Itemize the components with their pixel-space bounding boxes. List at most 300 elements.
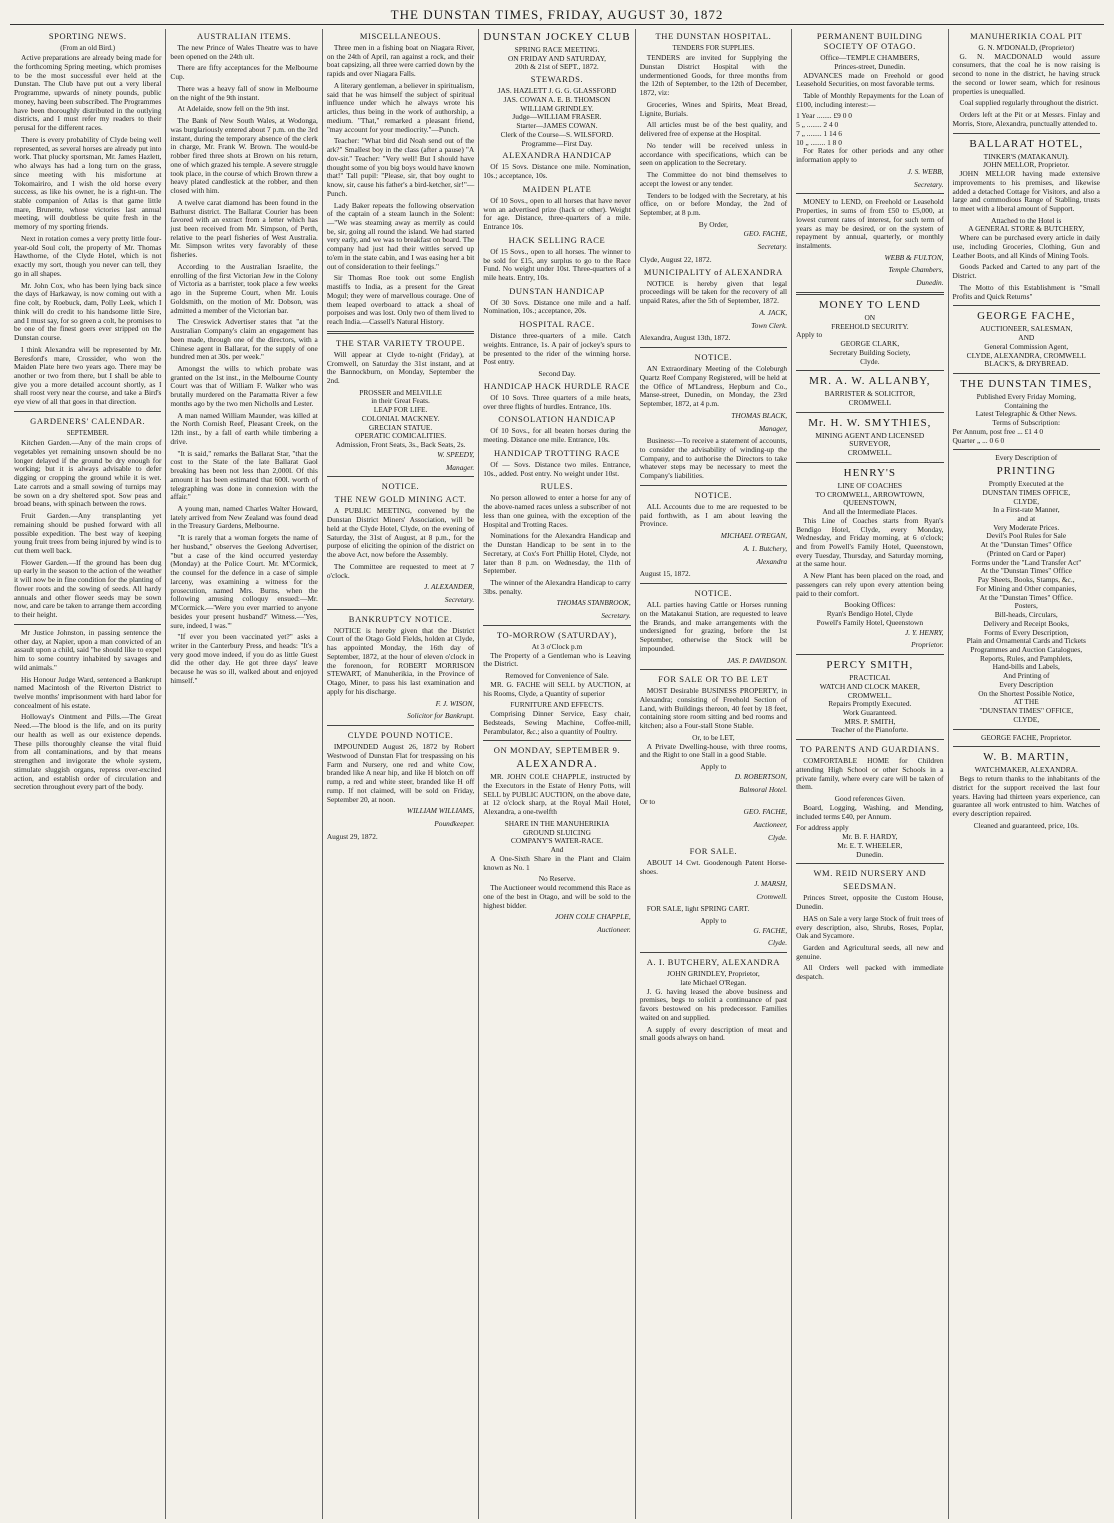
repayment-row: 5 „ ........ 2 4 0 <box>796 120 839 130</box>
gardeners-para: Kitchen Garden.—Any of the main crops of vegetables yet remaining unsown should be no longer delayed if the ground be dry enough for working; but it is always advisable to defer digging or cropping the ground while it is wet. Late carrots and a small sowing of turnips may be sown on a dry sheltered spot. Sow peas and broad beans, with spinach between the rows. <box>14 438 162 509</box>
posters-line: Every Description <box>999 679 1054 689</box>
posters-line: Reports, Rules, and Pamphlets, <box>980 653 1073 663</box>
column-coal <box>949 29 1104 1519</box>
money-signature-title: Temple Chambers, <box>888 265 944 275</box>
misc-heading: MISCELLANEOUS. <box>359 31 442 41</box>
australian-para: A man named William Maunder, was killed at the North Cornish Reef, Pleasant Creek, on the 12th inst., by a fall of earth while timbering a drive. <box>170 410 318 446</box>
fache-signature: GEO. FACHE, <box>743 807 788 817</box>
divider <box>796 193 943 194</box>
jockey-sub: ON FRIDAY AND SATURDAY, <box>507 53 606 63</box>
notice-signature-title: Manager, <box>758 423 788 433</box>
printing-line: and at <box>1017 514 1036 523</box>
misc-para: Sir Thomas Roe took out some English mastiffs to India, as a present for the Great Mogul; they were of marvellous courage. One of them leaped overboard to attack a shoal of porpoises and was lost. Only two of them lived to reach India.—Cassell's Natural History. <box>326 273 475 327</box>
divider <box>14 624 161 625</box>
times-line: Containing the <box>1004 400 1049 410</box>
proprietor-line: GEORGE FACHE, Proprietor. <box>980 732 1072 742</box>
rules-para: Nominations for the Alexandra Handicap and the Dunstan Handicap to be sent in to the Secretary, at Cox's Fort Phillip Hotel, Clyde, not later than 8 p.m. on Wednesday, the 11th of September. <box>483 531 631 576</box>
divider <box>640 952 787 953</box>
misc-para: Lady Baker repeats the following observation of the captain of a steam launch in the Solent:—"We was steaming away as merrily as could be, sir, going all round the island. We had started very early, and we was to breakfast on board. The company had just had their wittles served up to'em in the state cabin, and I was easing her a bit out of consideration to their feelings." <box>326 200 475 271</box>
martin-line: WATCHMAKER, ALEXANDRA. <box>974 765 1078 775</box>
building-para: For Rates for other periods and any other information apply to <box>796 146 944 165</box>
muni-signature-title: Town Clerk. <box>751 320 788 330</box>
clerk-line: Clerk of the Course—S. WILSFORD. <box>500 129 614 139</box>
parents-para: Board, Logging, Washing, and Mending, included terms £40, per Annum. <box>796 802 944 821</box>
rules-line: At the "Dunstan Times" Office <box>980 540 1072 550</box>
booking-heading: Booking Offices: <box>844 600 896 610</box>
race-title: DUNSTAN HANDICAP <box>509 285 605 296</box>
office-line: CLYDE, <box>1013 714 1040 724</box>
posters-line: On the Shortest Possible Notice, <box>978 688 1075 698</box>
notice-date: August 15, 1872. <box>639 569 691 579</box>
divider <box>796 462 943 463</box>
printing-line: In a First-rate Manner, <box>992 505 1060 515</box>
paysheets-line: For Mining and Other companies, <box>976 583 1077 593</box>
goldmining-para: The Committee are requested to meet at 7 o'clock. <box>326 561 475 580</box>
australian-para: The new Prince of Wales Theatre was to have been opened on the 24th ult. <box>170 43 318 61</box>
posters-line: Programmes and Auction Catalogues, <box>970 645 1083 655</box>
posters-line: Delivery and Receipt Books, <box>983 618 1069 628</box>
jockey-dates: 20th & 21st of SEPT., 1872. <box>515 62 599 72</box>
stewards-line: WILLIAM GRINDLEY. <box>520 103 594 113</box>
henry-para: A New Plant has been placed on the road, and passengers can rely upon every attention being paid to their comfort. <box>796 571 944 598</box>
fache-line: BLACK'S, & DRYBREAD. <box>984 359 1069 369</box>
posters-line: Posters, <box>1014 601 1038 611</box>
cart-para: FOR SALE, light SPRING CART. <box>646 904 750 914</box>
misc-para: Three men in a fishing boat on Niagara River, on the 24th of April, ran against a rock, and their boat capsizing, all three were carried down by the rapids and over Niagara Falls. <box>326 43 475 79</box>
building-para: ADVANCES made on Freehold or good Leasehold Securities, on most favorable terms. <box>796 70 944 89</box>
mellor-para: JOHN MELLOR having made extensive improvements to his premises, and likewise added a detached Cottage for Visitors, and also a large and commodious Range of Stabling, trusts to meet with a liberal amount of Support. <box>952 169 1100 213</box>
notice-para: ALL parties having Cattle or Horses running on the Matakanui Station, are requested to leave the Brands, and make arrangements with the undersigned for grazing, before the 1st September, otherwise the Stock will be impounded. <box>639 600 788 653</box>
times-annum: Per Annum, post free ... £1 4 0 <box>952 426 1044 436</box>
money-signature-place: Dunedin. <box>916 278 944 288</box>
divider <box>327 725 474 726</box>
henry-line: LINE OF COACHES <box>837 480 903 490</box>
printing-line: Very Moderate Prices. <box>993 522 1060 532</box>
pound-signature-title: Poundkeeper. <box>434 818 475 828</box>
nursery-heading: SEEDSMAN. <box>843 881 897 892</box>
robertson-place: Balmoral Hotel. <box>739 784 788 794</box>
times-heading: THE DUNSTAN TIMES, <box>960 377 1093 390</box>
butchery-para: J. G. having leased the above business and premises, begs to solicit a continuance of past favors bestowed on his predecessor. Families waited on and supplied. <box>639 986 788 1022</box>
hospital-para: Tenders to be lodged with the Secretary, at his office, on or before Monday, the 2nd of September, at 8 p.m. <box>639 190 788 218</box>
smythies-title: MINING AGENT AND LICENSED <box>815 430 925 440</box>
notice-heading: NOTICE. <box>381 481 420 492</box>
hospital-para: No tender will be received unless in accordance with specifications, which can be seen on application to the Secretary. <box>639 140 788 168</box>
sale-para: MOST Desirable BUSINESS PROPERTY, in Alexandra; consisting of Freehold Section of Land, with Buildings thereon, 40 feet by 18 feet, containing store room sitting and bed rooms and kitchen; also a Four-stall Stone Stable. <box>639 686 788 731</box>
ballarat-heading: BALLARAT HOTEL, <box>969 137 1084 150</box>
bankruptcy-signature: F. J. WISON, <box>435 698 475 708</box>
share-signature-title: Auctioneer. <box>597 925 631 934</box>
race-title: HOSPITAL RACE. <box>519 319 595 330</box>
australian-para: There are fifty acceptances for the Melbourne Cup. <box>170 63 318 82</box>
ballarat-sub: TINKER'S (MATAKANUI). <box>983 151 1069 161</box>
australian-para: The Bank of New South Wales, at Wodonga, was burglariously entered about 7 p.m. on the 3rd instant, during the temporary absence of the clerk in charge, Mr. Frank W. Brown. The would-be robber fired three shots at Brown on his return, one of which grazed his temple. A severe struggle took place, in the course of which Brown threw a heavy plated candlestick at the robber, and then closed with him. <box>170 116 318 196</box>
judge-para: Mr Justice Johnston, in passing sentence the other day, at Napier, upon a man convicted of an assault upon a child, said "he should like to expel him to some country inhabited by savages and wild animals." <box>14 627 162 672</box>
smith-line: Work Guaranteed. <box>842 708 897 717</box>
printing-line: DUNSTAN TIMES OFFICE, <box>982 487 1071 497</box>
notice-signature: JAS. P. DAVIDSON. <box>727 655 788 665</box>
nursery-para: Garden and Agricultural seeds, all new and genuine. <box>796 943 944 961</box>
fache-place: Clyde. <box>768 832 788 842</box>
notice-signature-title: A. 1. Butchery, <box>743 543 788 553</box>
smith-line: MRS. P. SMITH, <box>844 716 896 726</box>
share-para: The Auctioneer would recommend this Race as one of the best in Otago, and will be sold to the highest bidder. <box>483 883 631 910</box>
rules-line: Devil's Pool Rules for Sale <box>986 531 1067 541</box>
goldmining-para: A PUBLIC MEETING, convened by the Dunstan District Miners' Association, will be held at the Clyde Hotel, Clyde, on the evening of Saturday, the 31st of August, at 8 p.m., for the purpose of eliciting the opinion of the district on the above Act, now before the Assembly. <box>326 506 475 560</box>
starter-line: Starter—JAMES COWAN. <box>516 121 598 131</box>
race-text: Of 15 Sovs. Distance one mile. Nomination, 10s.; acceptance, 10s. <box>483 162 631 181</box>
share-signature: JOHN COLE CHAPPLE, <box>554 912 631 922</box>
column-australian <box>166 29 322 1519</box>
parents-signature-place: Dunedin. <box>856 849 884 859</box>
bankruptcy-heading: BANKRUPTCY NOTICE. <box>348 613 453 624</box>
notice-signature-place: Alexandra <box>756 556 788 566</box>
nursery-heading: WM. REID NURSERY AND <box>813 868 927 879</box>
allanby-place: CROMWELL <box>848 398 891 407</box>
column-sporting <box>10 29 166 1519</box>
race-text: Of 30 Sovs. Distance one mile and a half. Nomination, 10s.; acceptance, 20s. <box>483 297 631 316</box>
star-item: LEAP FOR LIFE. <box>373 405 428 415</box>
smith-line: CROMWELL. <box>847 690 892 700</box>
nursery-para: Princes Street, opposite the Custom House, Dunedin. <box>796 893 944 912</box>
butchery-heading: A. I. BUTCHERY, ALEXANDRA <box>646 957 781 968</box>
divider <box>327 609 474 610</box>
divider <box>796 654 943 655</box>
fache-line: AND <box>1018 333 1035 343</box>
fache-line: CLYDE, ALEXANDRA, CROMWELL <box>966 350 1086 360</box>
building-table-heading: Table of Monthly Repayments for the Loan of £100, including interest:— <box>796 90 944 109</box>
henry-heading: HENRY'S <box>843 466 897 479</box>
australian-para: According to the Australian Israelite, the enrolling of the first Victorian Jew in the Colony of Victoria as a barrister, took place a few weeks ago in the Supreme Court, when Mr. Louis Goldsmith, on the motion of Mr. Dobson, was admitted a member of the Victorian bar. <box>170 261 318 315</box>
notice-para: ALL Accounts due to me are requested to be paid forthwith, as I am about leaving the Province. <box>639 501 788 529</box>
divider <box>796 739 943 740</box>
butchery-proprietor: JOHN GRINDLEY, Proprietor, <box>667 969 760 979</box>
repayment-row: 1 Year ........ £9 0 0 <box>796 111 852 121</box>
martin-para: Begs to return thanks to the inhabitants of the district for the support received the last four years. Having had thirteen years experience, can guarantee all work entrusted to him. Watches of every description repaired. <box>952 774 1100 818</box>
coal-title: MANUHERIKIA COAL PIT <box>970 31 1083 41</box>
jockey-title: DUNSTAN JOCKEY CLUB <box>483 31 631 43</box>
star-item: COLONIAL MACKNEY. <box>361 413 440 423</box>
times-line: Latest Telegraphic & Other News. <box>975 409 1077 419</box>
australian-para: A young man, named Charles Walter Howard, lately arrived from New Zealand was found dead in the Treasury Gardens, Melbourne. <box>170 504 318 531</box>
divider <box>14 411 161 412</box>
judge-line: Judge—WILLIAM FRASER. <box>512 112 602 122</box>
parents-apply: For address apply <box>796 823 849 833</box>
attached-line: Attached to the Hotel is <box>991 215 1062 225</box>
divider <box>953 373 1100 374</box>
sporting-heading: SPORTING NEWS. <box>48 31 127 41</box>
jockey-sub: SPRING RACE MEETING. <box>514 44 600 54</box>
divider <box>953 449 1100 450</box>
hospital-para: The Committee do not bind themselves to accept the lowest or any tender. <box>639 170 788 188</box>
posters-line: Bill-heads, Circulars, <box>994 610 1058 620</box>
paysheets-line: Pay Sheets, Books, Stamps, &c., <box>977 575 1075 585</box>
race-text: Of 10 Sovs. Three quarters of a mile heats, over three flights of hurdles. Entrance, 10s. <box>483 392 631 411</box>
notice-signature: MICHAEL O'REGAN, <box>720 531 788 541</box>
robertson-signature: D. ROBERTSON, <box>734 771 788 781</box>
store-line: A GENERAL STORE & BUTCHERY, <box>968 224 1085 234</box>
star-item: PROSSER and MELVILLE <box>359 387 442 397</box>
repayment-row: 7 „ ........ 1 14 6 <box>796 128 842 138</box>
fache-heading: GEORGE FACHE, <box>977 310 1076 323</box>
nursery-para: HAS on Sale a very large Stock of fruit trees of every description, also, Shrubs, Roses, Poplar, Oak and Sycamore. <box>796 913 944 941</box>
race-text: Of 15 Sovs., open to all horses. The winner to be sold for £15, any surplus to go to the Race Fund. No weight under 10st. Three-quarters of a mile heats. Entry, 10s. <box>483 246 631 282</box>
muni-heading: MUNICIPALITY of ALEXANDRA <box>643 266 783 277</box>
divider <box>640 347 787 348</box>
butchery-para: A supply of every description of meat and small goods always on hand. <box>639 1024 788 1043</box>
goods-para: Goods Packed and Carted to any part of the District. <box>952 262 1100 281</box>
divider <box>953 729 1100 730</box>
marsh-signature: J. MARSH, <box>754 878 788 888</box>
race-title: ALEXANDRA HANDICAP <box>502 150 612 161</box>
forsale-para: ABOUT 14 Cwt. Goodenough Patent Horse-shoes. <box>639 858 788 877</box>
cart-apply: Apply to <box>700 915 727 925</box>
henry-signature: J. Y. HENRY, <box>904 627 944 637</box>
divider <box>953 746 1100 747</box>
henry-line: And all the Intermediate Places. <box>822 507 918 517</box>
hospital-order: By Order, <box>698 219 729 229</box>
second-day: Second Day. <box>538 369 576 379</box>
gardeners-sub: SEPTEMBER. <box>66 428 109 437</box>
share-heading: COMPANY'S WATER-RACE. <box>510 836 604 846</box>
posters-line: Plain and Ornamental Cards and Tickets <box>966 636 1086 646</box>
divider <box>640 669 787 670</box>
notice-signature: THOMAS BLACK, <box>731 410 788 420</box>
forsale-heading: FOR SALE. <box>689 846 738 857</box>
fache-para: MR. G. FACHE will SELL by AUCTION, at his Rooms, Clyde, a Quantity of superior <box>483 679 631 698</box>
fache-heading: FURNITURE AND EFFECTS. <box>510 700 604 710</box>
lend-signature-place: Clyde. <box>860 356 880 366</box>
misc-para: Teacher: "What bird did Noah send out of the ark?" Smallest boy in the class (after a pause) "A dov-sir." Teacher: "Very well! But I should have thought some of you big boys would have known that!" Tall pupil: "Please, sir, that boy ought to know, sir, cause his father's a bird-ketcher, sir!"—Punch. <box>326 136 475 198</box>
masthead: THE DUNSTAN TIMES, FRIDAY, AUGUST 30, 1872 <box>10 6 1104 25</box>
divider <box>953 305 1100 306</box>
divider <box>796 292 943 295</box>
notice-heading: NOTICE. <box>694 352 733 363</box>
star-signature-title: Manager. <box>446 462 475 472</box>
australian-para: A twelve carat diamond has been found in the Bathurst district. The Ballarat Courier has been favored with an extract from a letter which has just been received from Mr. Simpson, of Perth, relative to the pearl fisheries of West Australia. Mr. Simpson writes very favorably of these fisheries. <box>170 197 318 260</box>
fache-line: General Commission Agent, <box>984 341 1069 351</box>
printing-line: Every Description of <box>995 453 1058 463</box>
store-para: Where can be purchased every article in daily use, including Groceries, Clothing, Gun and Leather Boots, and all Kinds of Mining Tools. <box>952 233 1100 260</box>
rules-para: No person allowed to enter a horse for any of the above-named races unless a subscriber of not less than one guinea, with the exception of the Hospital and Trotting Races. <box>483 493 631 529</box>
column-hospital <box>636 29 792 1519</box>
share-and: And <box>550 845 564 855</box>
muni-date: Alexandra, August 13th, 1872. <box>639 333 731 343</box>
divider <box>483 740 630 741</box>
race-title: CONSOLATION HANDICAP <box>498 414 616 425</box>
lend-signature: GEORGE CLARK, <box>840 339 900 349</box>
fache-para: Comprising Dinner Service, Easy chair, Bedsteads, Sewing Machine, Coffee-mill, Perambulator, &c.; also a quantity of Poultry. <box>483 709 631 736</box>
forms-line: At the "Dunstan Times" Office <box>980 566 1072 576</box>
allanby-heading: MR. A. W. ALLANBY, <box>809 375 931 388</box>
sporting-para: Active preparations are already being made for the forthcoming Spring meeting, which promises to be the most successful ever held at the Dunstan. The Club have put out a very liberal Programme, upwards of ninety pounds, public money, having been subscribed. The Programmes have been thoroughly distributed in the outlying districts, and I must refer my readers to their perusal for the different races. <box>14 53 162 133</box>
star-para: Will appear at Clyde to-night (Friday), at Cromwell, on Saturday the 31st instant, and at the Bannockburn, on Monday, September the 2nd. <box>326 349 475 385</box>
coal-para: Orders left at the Pit or at Messrs. Finlay and Morris, Store, Alexandra, punctually attended to. <box>952 110 1100 128</box>
smith-line: WATCH AND CLOCK MAKER, <box>819 681 920 691</box>
goldmining-signature: J. ALEXANDER, <box>424 582 475 592</box>
hospital-para: All articles must be of the best quality, and delivered free of expense at the Hospital. <box>639 120 788 139</box>
race-title: HACK SELLING RACE <box>508 234 606 245</box>
smith-line: Teacher of the Pianoforte. <box>831 725 909 735</box>
tomorrow-para: Removed for Convenience of Sale. <box>505 671 609 681</box>
hospital-date: Clyde, August 22, 1872. <box>639 254 712 264</box>
smythies-heading: Mr. H. W. SMYTHIES, <box>808 416 932 429</box>
lend-signature-title: Secretary Building Society, <box>829 347 911 357</box>
column-jockey <box>479 29 635 1519</box>
sporting-para: I think Alexandra will be represented by Mr. Beresford's mare, Crossider, who won the Maiden Plate here two years ago. There may be another or two from there, but I shall be able to give you a more detailed account shortly, as I shall roost very near the course, and take a Bird's eye view of all that goes in that direction. <box>14 344 162 407</box>
posters-line: And Printing of <box>1003 671 1050 681</box>
hospital-sub: TENDERS FOR SUPPLIES. <box>672 44 755 53</box>
allanby-title: BARRISTER & SOLICITOR, <box>824 389 916 399</box>
sale-or: Or, to be LET, <box>692 732 735 742</box>
apply-line: Apply to <box>700 762 727 772</box>
judge-para: His Honour Judge Ward, sentenced a Bankrupt named Macintosh of the Riverton District to twelve months' imprisonment with hard labor for concealment of his estate. <box>14 674 162 710</box>
parents-para: COMFORTABLE HOME for Children attending High School or other Schools in a private family, where every care will be taken of them. <box>796 756 944 792</box>
pound-heading: CLYDE POUND NOTICE. <box>347 730 454 741</box>
printing-heading: PRINTING <box>996 465 1056 478</box>
star-heading: THE STAR VARIETY TROUPE. <box>336 337 466 348</box>
australian-para: "It is said," remarks the Ballarat Star, "that the cost to the State of the late Ballarat Gaol breaking has been not less than 2,000l. Of this amount it has been estimated that 600l. worth of telegraphing was done in connexion with the affair." <box>170 448 318 502</box>
star-item: GRECIAN STATUE. <box>368 422 433 432</box>
share-reserve: No Reserve. <box>538 874 576 884</box>
chapple-para: MR. JOHN COLE CHAPPLE, instructed by the Executors in the Estate of Henry Potts, will SELL by PUBLIC AUCTION, on the above date, at 12 o'clock sharp, at the Royal Mail Hotel, Alexandra, a one-twelfth <box>483 772 631 817</box>
share-para: A One-Sixth Share in the Plant and Claim known as No. 1 <box>483 853 631 872</box>
notice-heading: NOTICE. <box>694 489 733 500</box>
australian-para: There was a heavy fall of snow in Melbourne on the night of the 9th instant. <box>170 83 318 102</box>
forms-line: Forms under the "Land Transfer Act" <box>971 557 1082 567</box>
sporting-para: There is every probability of Clyde being well represented, as several horses are already put into work. That plucky sportsman, Mr. James Hazlett, who always has had a long turn on the grass, since meeting with his misfortune at Tokomairiro, and I wish the old horse every success, as like his owner, he is a right-un. The stable companion of Atlas is that game little mare, Brunette, whose victories last annual meeting, will doubtless be quite fresh in the memory of my sporting friends. <box>14 134 162 232</box>
martin-heading: W. B. MARTIN, <box>983 751 1070 764</box>
notice-para: Business:—To receive a statement of accounts, to consider the advisability of winding-up the Company, and to authorise the Directors to take whatever steps may be necessary to meet the Company's liabilities. <box>639 436 788 481</box>
smythies-place: CROMWELL. <box>847 448 892 458</box>
share-heading: SHARE IN THE MANUHERIKIA <box>504 818 610 828</box>
hospital-signature-title: Secretary. <box>757 242 788 252</box>
divider <box>953 133 1100 134</box>
misc-para: A literary gentleman, a believer in spiritualism, said that he was himself the subject of spiritual influence under which he always wrote his articles, thus being in the work of authorship, a medium. "That," remarked a pleasant friend, "may account for your mediocrity."—Punch. <box>326 80 475 134</box>
race-text: Distance three-quarters of a mile. Catch weights. Entrance, 1s. A pair of jockey's spurs to be presented to the rider of the winning horse. Post entry. <box>483 331 631 367</box>
fache-title: Auctioneer, <box>753 819 788 829</box>
muni-para: NOTICE is hereby given that legal proceedings will be taken for the recovery of all unpaid Rates, after the 5th of September, 1872. <box>639 278 788 306</box>
parents-heading: TO PARENTS AND GUARDIANS. <box>799 744 940 755</box>
building-title: PERMANENT BUILDING SOCIETY OF OTAGO. <box>816 31 923 52</box>
times-quarter: Quarter „ ... 0 6 0 <box>952 435 1005 445</box>
money-para: MONEY to LEND, on Freehold or Leasehold Properties, in sums of from £50 to £5,000, at lowest current rates of interest, for such term of years as may be desired, or on the system of repayment by annual, quarterly, or monthly instalments. <box>796 197 944 250</box>
australian-para: Amongst the wills to which probate was granted on the 1st inst., in the Melbourne County Court was that of William F. Walker who was brutally murdered on the Paramatta River a few months ago by the two men Nicholls and Lester. <box>170 363 318 408</box>
sale-para: A Private Dwelling-house, with three rooms, and the Right to one Stall in a good Stable. <box>639 741 788 760</box>
office-line: AT THE <box>1013 697 1039 707</box>
australian-para: At Adelaide, snow fell on the 9th inst. <box>177 104 290 114</box>
tomorrow-heading: TO-MORROW (SATURDAY), <box>496 629 618 640</box>
hospital-para: TENDERS are invited for Supplying the Dunstan District Hospital with the undermentioned Goods, for three months from the 12th of September, to the 12th of December, 1872, viz: <box>639 53 788 98</box>
henry-line: TO CROMWELL, ARROWTOWN, <box>815 489 925 499</box>
gardeners-para: Flower Garden.—If the ground has been dug up early in the season to the action of the weather it will now be in fine condition for the planting of flower roots and the sowing of seeds. All hardy annuals and other flower seeds may be sown now, and care be taken to arrange them according to their height. <box>14 557 162 620</box>
holloway-para: Holloway's Ointment and Pills.—The Great Need.—The blood is the life, and on its purity our health as well as our existence depends. These pills thoroughly cleanse the vital fluid from all contaminations, and by that means strengthen and invigorate the whole system, stimulate sluggish organs, repress over-excited action, and establish order of circulation and secretion throughout every part of the body. <box>14 712 162 792</box>
muni-signature: A. JACK, <box>759 307 788 317</box>
share-heading: GROUND SLUICING <box>523 827 591 837</box>
nursery-para: All Orders well packed with immediate despatch. <box>796 963 944 982</box>
smith-line: PRACTICAL <box>849 673 891 683</box>
sale-heading: FOR SALE OR TO BE LET <box>658 674 769 685</box>
divider <box>796 370 943 371</box>
column-misc <box>323 29 479 1519</box>
coal-para: Coal supplied regularly throughout the district. <box>959 98 1099 108</box>
rules-line: (Printed on Card or Paper) <box>987 548 1066 558</box>
race-text: Of 10 Sovs., for all beaten horses during the meeting. Distance one mile. Entrance, 10s. <box>483 426 631 445</box>
australian-para: "If ever you been vaccinated yet?" asks a writer in the Canterbury Press, and heads: "It's a very good move indeed, if you do as little Guest did the other day. He got three days' leave because he was so ill, walked about and enjoyed himself." <box>170 632 318 685</box>
tomorrow-para: The Property of a Gentleman who is Leaving the District. <box>483 650 631 669</box>
goldmining-heading: THE NEW GOLD MINING ACT. <box>334 494 467 505</box>
star-signature: W. SPEEDY, <box>437 449 475 459</box>
australian-heading: AUSTRALIAN ITEMS. <box>197 31 292 41</box>
race-title: HANDICAP TROTTING RACE <box>493 447 620 458</box>
lend-apply: Apply to <box>796 330 823 340</box>
rules-signature-title: Secretary. <box>601 611 631 621</box>
henry-para: This Line of Coaches starts from Ryan's Bendigo Hotel, Clyde, every Monday, Wednesday, and Friday morning, at 6 o'clock; and from Powell's Family Hotel, Queenstown, every Tuesday, Thursday, and Saturday morning, at the same hour. <box>796 515 944 569</box>
divider <box>640 583 787 584</box>
coal-para: G. N. MACDONALD would assure consumers, that the coal he is now raising is second to none in the district, he having struck the second or lower seam, which for resinous properties is unequalled. <box>952 51 1100 96</box>
gardeners-para: Fruit Garden.—Any transplanting yet remaining should be pushed forward with all possible expedition. The best way of keeping young fruit trees from being injured by wind is to cut them well back. <box>14 511 162 555</box>
notice-heading: NOTICE. <box>694 588 733 599</box>
printing-line: CLYDE, <box>1013 496 1040 506</box>
rules-signature: THOMAS STANBROOK, <box>556 598 631 608</box>
smith-heading: PERCY SMITH, <box>826 659 914 672</box>
columns <box>10 29 1104 1519</box>
hospital-para: Groceries, Wines and Spirits, Meat Bread, Lignite, Burials. <box>639 99 788 118</box>
times-terms: Terms of Subscription: <box>992 418 1061 428</box>
building-signature-title: Secretary. <box>914 179 944 189</box>
rules-para: The winner of the Alexandra Handicap to carry 3lbs. penalty. <box>483 577 631 596</box>
butchery-late: late Michael O'Regan. <box>680 977 747 987</box>
star-item: OPERATIC COMICALITIES. <box>354 431 447 441</box>
divider <box>483 625 630 626</box>
mellor-line: JOHN MELLOR, Proprietor. <box>983 160 1070 170</box>
henry-line: QUEENSTOWN, <box>843 498 897 508</box>
martin-para: Cleaned and guaranteed, price, 10s. <box>973 820 1079 830</box>
lend-on: ON <box>864 312 876 322</box>
parents-signature: Mr. E. T. WHEELER, <box>837 840 903 850</box>
pound-signature: WILLIAM WILLIAMS, <box>406 806 475 816</box>
programme-line: Programme—First Day. <box>521 138 593 148</box>
race-text: Of 10 Sovs., open to all horses that have never won an advertised prize (hack or other). Weight for age. Distance, three-quarters of a mile. Entrance 10s. <box>483 195 631 232</box>
smith-line: Repairs Promptly Executed. <box>828 699 912 709</box>
column-building <box>792 29 948 1519</box>
henry-signature-title: Proprietor. <box>911 640 944 650</box>
sporting-para: Next in rotation comes a very pretty little four-year-old Soul colt, the property of Mr. Thomas Hawthorne, of the Clyde Hotel, which is not exactly my sort, though you never can tell, they go in all shapes. <box>14 233 162 278</box>
posters-line: Hand-bills and Labels, <box>992 662 1060 672</box>
times-line: Published Every Friday Morning, <box>976 391 1076 401</box>
race-text: Of — Sovs. Distance two miles. Entrance, 10s., added. Post entry. No weight under 10st. <box>483 459 631 478</box>
paysheets-line: At the "Dunstan Times" Office. <box>979 592 1073 602</box>
motto-para: The Motto of this Establishment is "Small Profits and Quick Returns" <box>952 282 1100 301</box>
divider <box>796 412 943 413</box>
cart-place: Clyde. <box>768 938 788 948</box>
divider <box>640 485 787 486</box>
race-title: MAIDEN PLATE <box>522 183 592 194</box>
star-item: in their Great Feats. <box>371 396 430 406</box>
divider <box>796 863 943 864</box>
office-line: "DUNSTAN TIMES" OFFICE, <box>979 706 1074 716</box>
sporting-byline: (From an old Bird.) <box>60 44 116 53</box>
money-signature: WEBB & FULTON, <box>884 252 944 262</box>
posters-line: Forms of Every Description, <box>983 627 1069 637</box>
building-signature: J. S. WEBB, <box>907 166 944 176</box>
smythies-title: SURVEYOR, <box>849 439 891 449</box>
fache-line: AUCTIONEER, SALESMAN, <box>979 324 1073 334</box>
booking-line: Powell's Family Hotel, Queenstown <box>816 617 924 627</box>
divider <box>327 476 474 477</box>
parents-signature: Mr. B. F. HARDY, <box>842 832 898 842</box>
divider <box>327 331 474 334</box>
